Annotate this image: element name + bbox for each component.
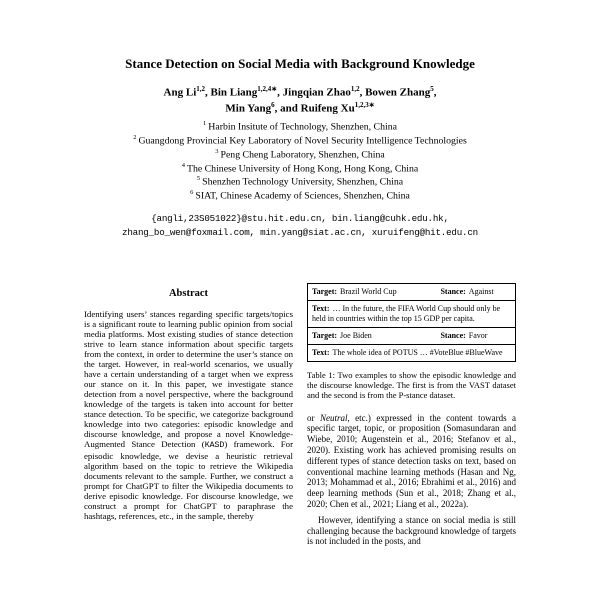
example-1-target-cell [308, 283, 437, 300]
kasd-acronym: KASD [204, 440, 225, 450]
example-table [307, 283, 516, 362]
author-affil-sup: 1,2 [350, 85, 360, 94]
target-value: Brazil World Cup [340, 286, 397, 296]
paper-title: Stance Detection on Social Media with Background Knowledge [125, 56, 475, 71]
affiliation-text: The Chinese University of Hong Kong, Hong Kong, China [186, 162, 419, 174]
stance-value: Favor [468, 330, 488, 340]
example-2-target-cell [308, 327, 437, 344]
author-separator: , and [274, 102, 301, 115]
affiliation-text: Guangdong Provincial Key Laboratory of Novel Security Intelligence Technologies [138, 135, 467, 147]
author-name: Ang Li [163, 86, 197, 99]
text-label: Text: [312, 303, 330, 313]
body-segment: or [307, 412, 320, 423]
example-2-text-row [308, 344, 516, 361]
stance-value: Against [468, 286, 494, 296]
text-label: Text: [312, 347, 330, 357]
author-affil-sup: 1,2 [196, 85, 206, 94]
neutral-italic: Neutral [319, 412, 348, 423]
author-separator: , [205, 86, 211, 99]
example-2-text-cell [308, 344, 516, 361]
stance-label: Stance: [440, 330, 466, 340]
text-value: The whole idea of POTUS … #VoteBlue #BlueWave [332, 347, 503, 357]
author-name: Bin Liang [210, 86, 258, 99]
right-column [307, 283, 516, 553]
author-separator: , [277, 86, 283, 99]
target-value: Joe Biden [340, 330, 372, 340]
author-name: Jingqian Zhao [282, 86, 351, 99]
affiliation-text: Peng Cheng Laboratory, Shenzhen, China [220, 149, 385, 161]
target-label: Target: [312, 286, 338, 296]
affiliation-line [84, 175, 516, 189]
email-line: {angli,23S051022}@stu.hit.edu.cn, bin.liang@cuhk.edu.hk, [151, 213, 449, 225]
affiliation-line [84, 134, 516, 148]
author-affil-sup: 6 [271, 101, 275, 110]
affiliation-line [84, 189, 516, 203]
body-segment: , etc.) expressed in the content towards a specific target, topic, or proposition (Somasundaran and Wiebe, 2010; Augenstein et al., 2016; Stefanov et al., 2020). Existing work has achieved promising results on different types of stance detection tasks on text, based on conventional machine learning methods (Hasan and Ng, 2013; Mohammad et al., 2016; Ebrahimi et al., 2016) and deep learning methods (Sun et al., 2018; Zhang et al., 2020; Chen et al., 2021; Liang et al., 2022a). [307, 412, 517, 509]
affiliation-number: 6 [190, 189, 194, 197]
affiliation-number: 2 [133, 134, 137, 142]
author-line-1 [84, 85, 516, 101]
target-label: Target: [312, 330, 338, 340]
example-1-text-row [308, 300, 516, 327]
author-affil-sup: 1,2,4∗ [257, 85, 278, 94]
stance-label: Stance: [440, 286, 466, 296]
abstract-heading: Abstract [168, 287, 209, 299]
example-2-target-row [308, 327, 516, 344]
author-name: Bowen Zhang [365, 86, 431, 99]
body-paragraph-however: However, identifying a stance on social media is still challenging because the background knowledge of targets is not included in the posts, and [307, 514, 516, 547]
example-1-text-cell [308, 300, 516, 327]
affiliation-number: 4 [181, 161, 185, 169]
affiliation-text: SIAT, Chinese Academy of Sciences, Shenzhen, China [195, 190, 410, 202]
author-affil-sup: 5 [430, 85, 434, 94]
example-1-stance-cell [436, 283, 515, 300]
left-column [84, 283, 293, 521]
table-caption: Table 1: Two examples to show the episodic knowledge and the discourse knowledge. The first is from the VAST dataset and the second is from the P-stance dataset. [307, 369, 516, 400]
affiliation-line [84, 120, 516, 134]
email-block [84, 212, 516, 241]
author-separator: , [433, 86, 437, 99]
affiliation-text: Shenzhen Technology University, Shenzhen, China [202, 176, 404, 188]
example-1-target-row [308, 283, 516, 300]
author-block [84, 85, 516, 117]
affiliation-number: 1 [203, 120, 207, 128]
affiliation-block [84, 120, 516, 203]
affiliation-line [84, 162, 516, 176]
affiliation-number: 3 [215, 147, 219, 155]
author-name: Min Yang [225, 102, 272, 115]
text-value: … In the future, the FIFA World Cup should only be held in countries within the top 15 GDP per capita. [312, 303, 501, 323]
affiliation-number: 5 [196, 175, 201, 183]
abstract-segment: ) framework. For episodic knowledge, we devise a heuristic retrieval algorithm based on the topic to retrieve the Wikipedia documents relevant to the sample. Further, we construct a prompt for ChatGPT to filter the Wikipedia documents to derive episodic knowledge. For discourse knowledge, we construct a prompt for ChatGPT to paraphrase the hashtags, references, etc., in the sample, thereby [84, 438, 293, 521]
author-line-2 [84, 101, 516, 117]
body-paragraph-continuation [307, 413, 516, 510]
email-line: zhang_bo_wen@foxmail.com, min.yang@siat.ac.cn, xuruifeng@hit.edu.cn [122, 227, 478, 239]
author-affil-sup: 1,2,3∗ [354, 101, 375, 110]
author-name: Ruifeng Xu [300, 102, 355, 115]
affiliation-text: Harbin Insitute of Technology, Shenzhen, China [208, 121, 397, 133]
two-column-body [84, 283, 516, 553]
affiliation-line [84, 148, 516, 162]
abstract-text [84, 309, 293, 521]
author-separator: , [359, 86, 366, 99]
abstract-segment: Identifying users’ stances regarding specific targets/topics is a significant route to learning public opinion from social media platforms. Most existing studies of stance detection strive to learn stance information about specific targets from the context, in order to determine the user’s stance on the target. However, in real-world scenarios, we usually have a certain understanding of a target when we express our stance on it. In this paper, we investigate stance detection from a novel perspective, where the background knowledge of the targets is taken into account for better stance detection. To be specific, we categorize background knowledge into two categories: episodic knowledge and discourse knowledge, and propose a novel Knowledge-Augmented Stance Detection ( [84, 308, 293, 449]
example-2-stance-cell [436, 327, 515, 344]
